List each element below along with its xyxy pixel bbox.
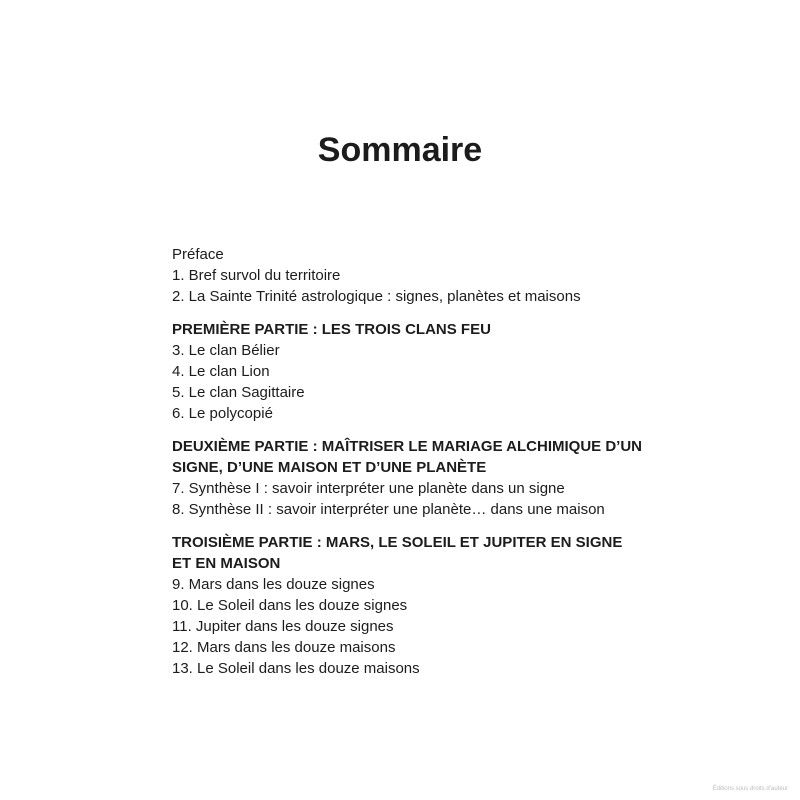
toc-entry: 11. Jupiter dans les douze signes	[172, 618, 394, 635]
toc-entry: 4. Le clan Lion	[172, 363, 270, 380]
toc-entry: 12. Mars dans les douze maisons	[172, 639, 396, 656]
toc-entry: 13. Le Soleil dans les douze maisons	[172, 660, 420, 677]
toc-section-intro	[172, 244, 642, 307]
toc-entry: 2. La Sainte Trinité astrologique : signes, planètes et maisons	[172, 288, 581, 305]
toc-entry: 6. Le polycopié	[172, 405, 273, 422]
section-heading: DEUXIÈME PARTIE : MAÎTRISER LE MARIAGE ALCHIMIQUE D’UN SIGNE, D’UNE MAISON ET D’UNE PLANÈTE	[172, 438, 643, 476]
toc-entry: 9. Mars dans les douze signes	[172, 576, 375, 593]
toc-entry: Préface	[172, 246, 224, 263]
page-title: Sommaire	[317, 131, 483, 169]
section-heading: PREMIÈRE PARTIE : LES TROIS CLANS FEU	[172, 321, 491, 338]
toc-entry: 3. Le clan Bélier	[172, 342, 280, 359]
toc-entry: 1. Bref survol du territoire	[172, 267, 341, 284]
copyright-note: Éditions sous droits d’auteur	[712, 786, 788, 792]
section-heading: TROISIÈME PARTIE : MARS, LE SOLEIL ET JUPITER EN SIGNE ET EN MAISON	[172, 534, 623, 572]
toc-section-part-2	[172, 436, 642, 520]
toc-entry: 7. Synthèse I : savoir interpréter une planète dans un signe	[172, 480, 565, 497]
toc-entry: 8. Synthèse II : savoir interpréter une planète… dans une maison	[172, 501, 605, 518]
table-of-contents	[172, 244, 642, 691]
toc-section-part-3	[172, 532, 642, 679]
toc-section-part-1	[172, 319, 642, 424]
toc-entry: 10. Le Soleil dans les douze signes	[172, 597, 408, 614]
toc-entry: 5. Le clan Sagittaire	[172, 384, 305, 401]
